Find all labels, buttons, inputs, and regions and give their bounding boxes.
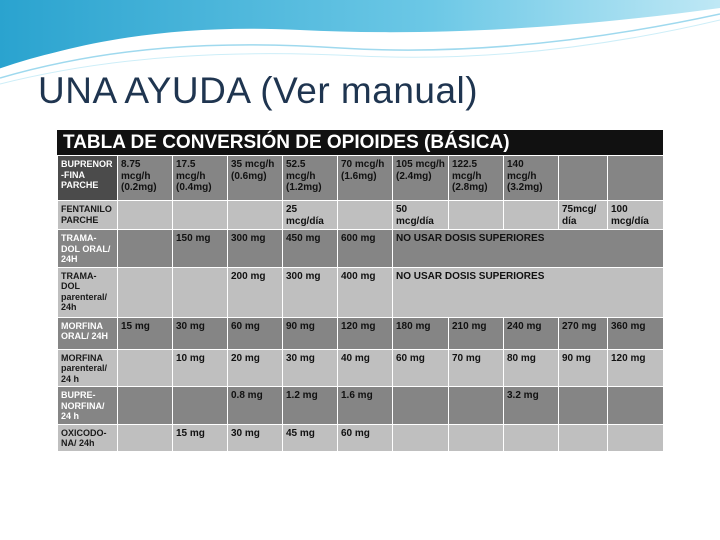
table-cell: 30 mg [228, 424, 283, 451]
table-cell: 1.6 mg [338, 387, 393, 425]
table-cell [449, 387, 504, 425]
table-cell: 300 mg [283, 267, 338, 317]
row-label: TRAMA-DOL ORAL/ 24H [58, 230, 118, 268]
table-cell: 180 mg [393, 317, 449, 349]
table-cell: 200 mg [228, 267, 283, 317]
table-cell [118, 424, 173, 451]
row-label: MORFINA parenteral/ 24 h [58, 349, 118, 387]
table-row [58, 424, 664, 451]
table-cell [118, 267, 173, 317]
table-cell [393, 387, 449, 425]
conversion-grid [57, 155, 664, 452]
table-cell: 90 mg [283, 317, 338, 349]
row-label: BUPRENOR -FINA PARCHE [58, 156, 118, 201]
table-cell [393, 424, 449, 451]
warning-note: NO USAR DOSIS SUPERIORES [393, 267, 664, 317]
table-cell [559, 424, 608, 451]
table-cell: 60 mg [228, 317, 283, 349]
table-cell: 40 mg [338, 349, 393, 387]
table-cell: 400 mg [338, 267, 393, 317]
table-cell: 1.2 mg [283, 387, 338, 425]
table-cell: 105 mcg/h (2.4mg) [393, 156, 449, 201]
table-cell: 75mcg/ día [559, 201, 608, 230]
table-cell: 10 mg [173, 349, 228, 387]
row-label: OXICODO-NA/ 24h [58, 424, 118, 451]
table-cell: 50 mcg/día [393, 201, 449, 230]
table-cell: 600 mg [338, 230, 393, 268]
table-cell: 25 mcg/día [283, 201, 338, 230]
table-cell: 60 mg [338, 424, 393, 451]
table-cell: 17.5 mcg/h (0.4mg) [173, 156, 228, 201]
table-cell [504, 424, 559, 451]
table-cell [173, 387, 228, 425]
table-cell [449, 424, 504, 451]
table-cell [173, 267, 228, 317]
table-cell: 300 mg [228, 230, 283, 268]
table-cell: 70 mg [449, 349, 504, 387]
table-cell: 140 mcg/h (3.2mg) [504, 156, 559, 201]
table-cell: 360 mg [608, 317, 664, 349]
table-cell: 30 mg [173, 317, 228, 349]
table-cell: 120 mg [608, 349, 664, 387]
table-cell [118, 387, 173, 425]
table-cell: 20 mg [228, 349, 283, 387]
table-cell: 15 mg [173, 424, 228, 451]
table-cell: 270 mg [559, 317, 608, 349]
warning-note: NO USAR DOSIS SUPERIORES [393, 230, 664, 268]
table-cell [338, 201, 393, 230]
table-cell: 240 mg [504, 317, 559, 349]
table-cell [228, 201, 283, 230]
table-cell: 90 mg [559, 349, 608, 387]
table-cell: 60 mg [393, 349, 449, 387]
row-label: FENTANILO PARCHE [58, 201, 118, 230]
opioid-conversion-table [57, 130, 663, 452]
table-cell: 70 mcg/h (1.6mg) [338, 156, 393, 201]
table-cell [118, 230, 173, 268]
slide-title: UNA AYUDA (Ver manual) [38, 70, 479, 111]
table-cell [118, 201, 173, 230]
table-cell [173, 201, 228, 230]
table-row [58, 156, 664, 201]
table-row [58, 230, 664, 268]
table-cell: 0.8 mg [228, 387, 283, 425]
table-cell: 120 mg [338, 317, 393, 349]
row-label: TRAMA-DOL parenteral/ 24h [58, 267, 118, 317]
table-cell: 52.5 mcg/h (1.2mg) [283, 156, 338, 201]
table-row [58, 267, 664, 317]
table-cell [608, 387, 664, 425]
table-cell: 15 mg [118, 317, 173, 349]
table-cell: 3.2 mg [504, 387, 559, 425]
table-cell: 8.75 mcg/h (0.2mg) [118, 156, 173, 201]
table-cell: 30 mg [283, 349, 338, 387]
table-cell [504, 201, 559, 230]
table-row [58, 317, 664, 349]
row-label: BUPRE-NORFINA/ 24 h [58, 387, 118, 425]
table-row [58, 201, 664, 230]
table-cell [608, 156, 664, 201]
table-cell: 45 mg [283, 424, 338, 451]
table-row [58, 387, 664, 425]
table-title: TABLA DE CONVERSIÓN DE OPIOIDES (BÁSICA) [57, 130, 663, 155]
table-cell: 210 mg [449, 317, 504, 349]
table-cell [449, 201, 504, 230]
table-cell: 122.5 mcg/h (2.8mg) [449, 156, 504, 201]
table-cell [608, 424, 664, 451]
table-row [58, 349, 664, 387]
table-cell [559, 156, 608, 201]
row-label: MORFINA ORAL/ 24H [58, 317, 118, 349]
table-cell: 80 mg [504, 349, 559, 387]
table-cell: 35 mcg/h (0.6mg) [228, 156, 283, 201]
table-cell: 100 mcg/día [608, 201, 664, 230]
table-cell: 450 mg [283, 230, 338, 268]
table-cell [559, 387, 608, 425]
table-cell [118, 349, 173, 387]
table-cell: 150 mg [173, 230, 228, 268]
